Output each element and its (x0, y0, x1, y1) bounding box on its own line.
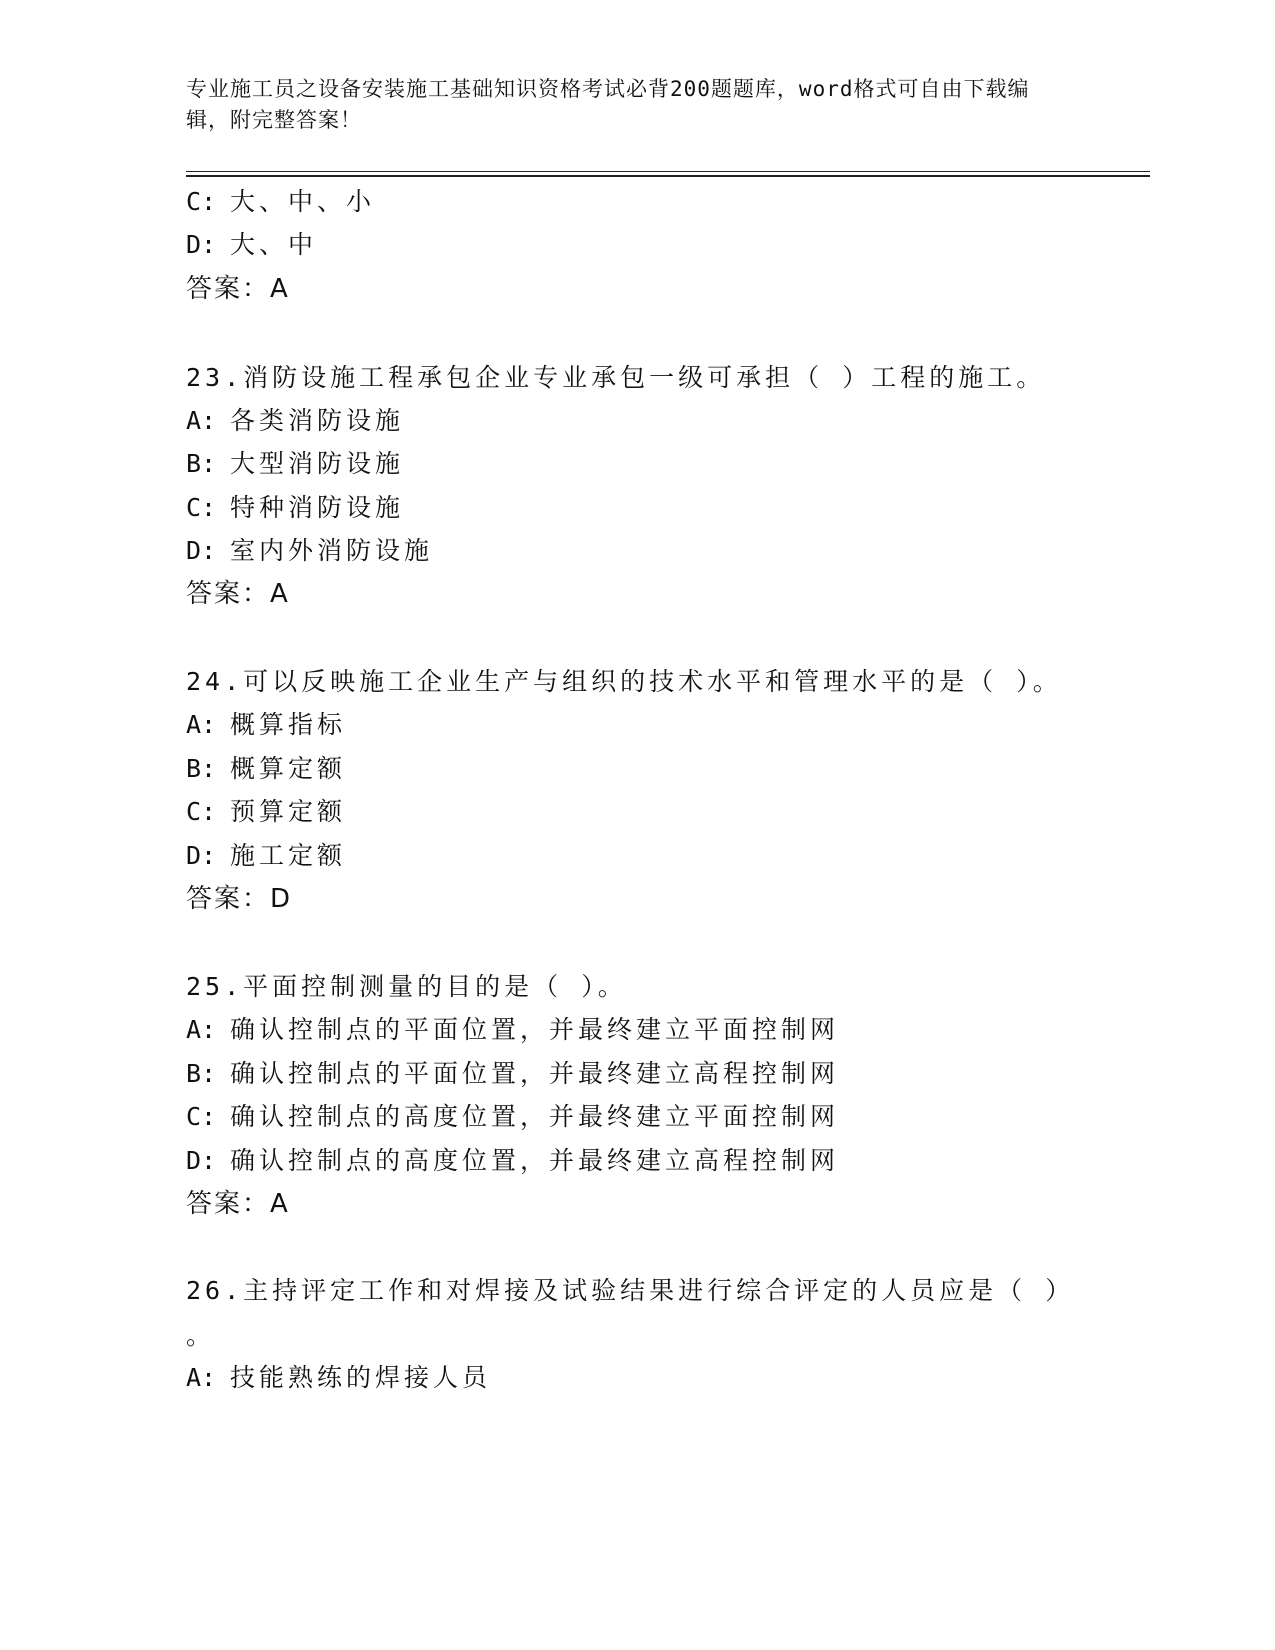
question-stem: 26.主持评定工作和对焊接及试验结果进行综合评定的人员应是（ ） (186, 1276, 1075, 1305)
page-header: 专业施工员之设备安装施工基础知识资格考试必背200题题库，word格式可自由下载编辑，附完整答案！ (186, 77, 1030, 132)
option-line (186, 535, 433, 567)
option-key: C: (186, 493, 217, 522)
option-text: 大、中、小 (230, 187, 376, 216)
option-line (186, 753, 346, 785)
option-line (186, 229, 317, 261)
option-key: A: (186, 1015, 217, 1044)
option-line (186, 1058, 839, 1090)
answer-line: 答案：A (186, 579, 290, 609)
option-line (186, 796, 346, 828)
header-rule-thick (186, 175, 1150, 177)
option-text: 确认控制点的高度位置，并最终建立平面控制网 (230, 1102, 840, 1131)
option-line (186, 492, 404, 524)
option-key: B: (186, 754, 217, 783)
option-line (186, 186, 375, 218)
option-text: 确认控制点的高度位置，并最终建立高程控制网 (230, 1146, 840, 1175)
option-key: D: (186, 230, 217, 259)
option-text: 各类消防设施 (230, 406, 405, 435)
option-text: 特种消防设施 (230, 493, 405, 522)
option-text: 确认控制点的平面位置，并最终建立高程控制网 (230, 1059, 840, 1088)
answer-line: 答案：A (186, 1189, 290, 1219)
option-key: C: (186, 1102, 217, 1131)
option-text: 概算定额 (230, 754, 347, 783)
option-key: A: (186, 710, 217, 739)
option-line (186, 840, 346, 872)
option-text: 室内外消防设施 (230, 536, 434, 565)
option-line (186, 1145, 839, 1177)
question-stem: 24.可以反映施工企业生产与组织的技术水平和管理水平的是（ ）。 (186, 667, 1062, 696)
option-line (186, 1362, 491, 1394)
option-text: 概算指标 (230, 710, 347, 739)
option-key: B: (186, 449, 217, 478)
option-key: A: (186, 406, 217, 435)
question-stem: 25.平面控制测量的目的是（ ）。 (186, 972, 627, 1001)
answer-line: 答案：D (186, 884, 293, 914)
option-key: C: (186, 187, 217, 216)
option-key: B: (186, 1059, 217, 1088)
option-key: C: (186, 797, 217, 826)
option-line (186, 709, 346, 741)
option-line (186, 448, 404, 480)
option-text: 大、中 (230, 230, 318, 259)
option-key: A: (186, 1363, 217, 1392)
option-text: 技能熟练的焊接人员 (230, 1363, 492, 1392)
option-key: D: (186, 1146, 217, 1175)
question-stem: 23.消防设施工程承包企业专业承包一级可承担（ ）工程的施工。 (186, 363, 1046, 392)
option-line (186, 405, 404, 437)
option-key: D: (186, 841, 217, 870)
option-text: 施工定额 (230, 841, 347, 870)
option-line (186, 1014, 839, 1046)
option-line (186, 1101, 839, 1133)
option-text: 大型消防设施 (230, 449, 405, 478)
header-rule-thin (186, 171, 1150, 172)
answer-line: 答案：A (186, 274, 290, 304)
option-text: 确认控制点的平面位置，并最终建立平面控制网 (230, 1015, 840, 1044)
option-text: 预算定额 (230, 797, 347, 826)
question-stem-continuation: 。 (186, 1321, 216, 1350)
option-key: D: (186, 536, 217, 565)
